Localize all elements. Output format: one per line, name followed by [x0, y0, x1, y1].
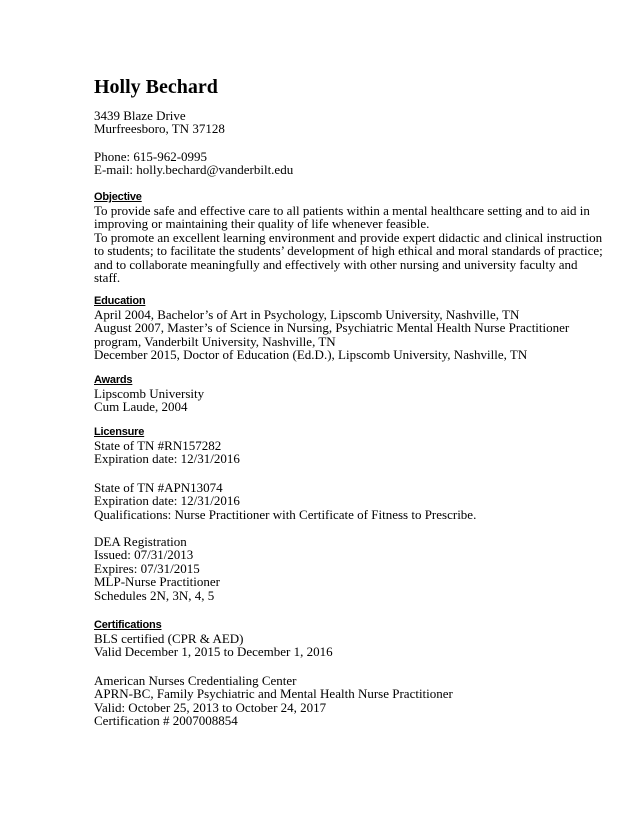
licensure-line: Expiration date: 12/31/2016 [94, 493, 240, 509]
awards-line: Lipscomb University [94, 386, 205, 401]
phone-line: Phone: 615-962-0995 [94, 149, 208, 164]
objective-line: and to collaborate meaningfully and effectively with other nursing and university faculty and [94, 256, 578, 272]
licensure-line: Schedules 2N, 3N, 4, 5 [94, 587, 215, 603]
certifications-ancc-group [94, 674, 564, 728]
education-line: December 2015, Doctor of Education (Ed.D.), Lipscomb University, Nashville, TN [94, 347, 528, 363]
awards-line: Cum Laude, 2004 [94, 399, 188, 415]
address-line: 3439 Blaze Drive [94, 108, 186, 123]
objective-heading: Objective [94, 191, 142, 203]
resume-name: Holly Bechard [94, 76, 218, 98]
contact-block [94, 150, 564, 177]
objective-line: To provide safe and effective care to all patients within a mental healthcare setting and to aid in [94, 203, 590, 218]
licensure-apn-group [94, 481, 564, 521]
licensure-line: State of TN #RN157282 [94, 438, 222, 453]
licensure-line: DEA Registration [94, 534, 187, 549]
certifications-heading: Certifications [94, 619, 162, 631]
licensure-line: Expires: 07/31/2015 [94, 560, 200, 576]
awards-heading: Awards [94, 374, 133, 386]
licensure-line: Expiration date: 12/31/2016 [94, 451, 240, 467]
objective-line: staff. [94, 270, 121, 286]
education-section [94, 294, 570, 363]
licensure-heading: Licensure [94, 426, 145, 438]
certification-line: Valid: October 25, 2013 to October 24, 2017 [94, 699, 327, 715]
email-line: E-mail: holly.bechard@vanderbilt.edu [94, 162, 294, 178]
certification-line: Certification # 2007008854 [94, 713, 238, 729]
education-line: August 2007, Master’s of Science in Nursing, Psychiatric Mental Health Nurse Practitioner [94, 320, 570, 336]
objective-section [94, 190, 603, 286]
certification-line: American Nurses Credentialing Center [94, 673, 297, 688]
objective-line: improving or maintaining their quality of life whenever feasible. [94, 216, 430, 232]
education-line: April 2004, Bachelor’s of Art in Psychology, Lipscomb University, Nashville, TN [94, 307, 520, 322]
address-block [94, 109, 564, 136]
certification-line: Valid December 1, 2015 to December 1, 2016 [94, 644, 333, 660]
certification-line: BLS certified (CPR & AED) [94, 631, 244, 646]
licensure-dea-group [94, 535, 564, 602]
licensure-line: Issued: 07/31/2013 [94, 547, 194, 563]
objective-line: To promote an excellent learning environment and provide expert didactic and clinical instruction [94, 229, 603, 245]
certification-line: APRN-BC, Family Psychiatric and Mental Health Nurse Practitioner [94, 686, 453, 702]
certifications-section [94, 618, 564, 659]
objective-line: to students; to facilitate the students’ development of high ethical and moral standards of practice; [94, 243, 603, 259]
licensure-line: Qualifications: Nurse Practitioner with Certificate of Fitness to Prescribe. [94, 506, 477, 522]
education-line: program, Vanderbilt University, Nashville, TN [94, 333, 336, 349]
licensure-line: State of TN #APN13074 [94, 480, 223, 495]
address-line: Murfreesboro, TN 37128 [94, 121, 225, 137]
licensure-line: MLP-Nurse Practitioner [94, 574, 221, 590]
education-heading: Education [94, 295, 146, 307]
licensure-section [94, 425, 564, 466]
awards-section [94, 373, 564, 414]
